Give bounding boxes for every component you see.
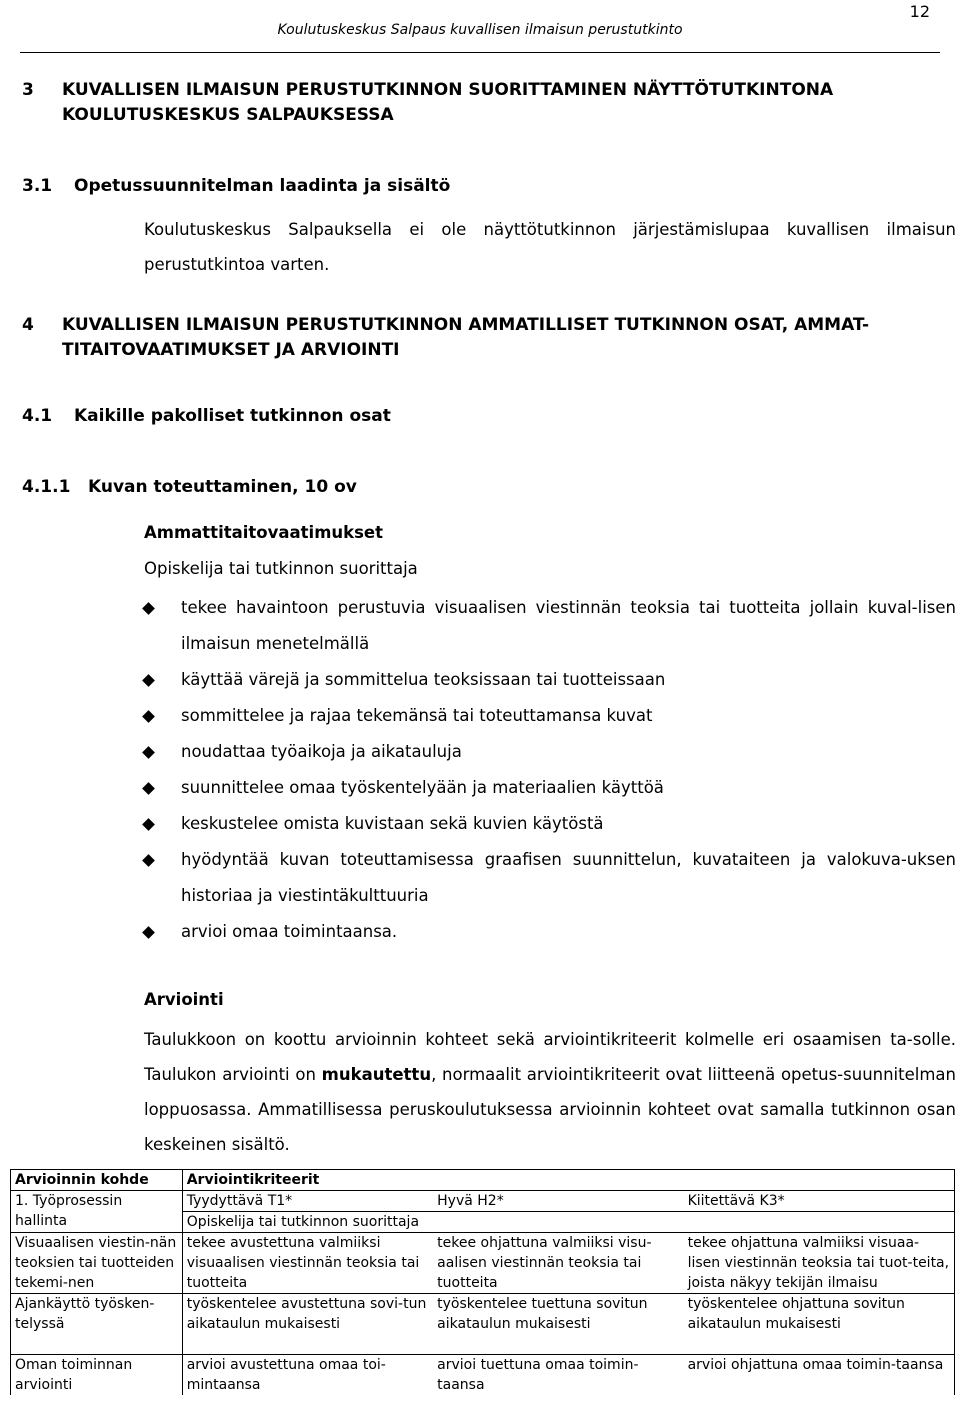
section-number: 4.1 [22, 406, 53, 426]
diamond-bullet-icon [142, 674, 155, 687]
list-item: hyödyntää kuvan toteuttamisessa graafisen suunnittelun, kuvataiteen ja valokuva-uksen historiaa ja viestintäkulttuuria [144, 842, 956, 914]
section-title: Kaikille pakolliset tutkinnon osat [74, 406, 391, 426]
target-cell: Oman toiminnan arviointi [11, 1355, 183, 1396]
diamond-bullet-icon [142, 926, 155, 939]
section-4-heading [22, 313, 937, 363]
table-row [11, 1233, 955, 1294]
t1-cell: tekee avustettuna valmiiksi visuaalisen viestinnän teoksia tai tuotteita [182, 1233, 433, 1294]
diamond-bullet-icon [142, 854, 155, 867]
header-divider [20, 52, 940, 53]
diamond-bullet-icon [142, 602, 155, 615]
list-item: suunnittelee omaa työskentelyään ja materiaalien käyttöä [144, 770, 956, 806]
section-4-1-1-heading [22, 477, 357, 497]
list-item: sommittelee ja rajaa tekemänsä tai toteuttamansa kuvat [144, 698, 956, 734]
t1-cell: arvioi avustettuna omaa toi-mintaansa [182, 1355, 433, 1396]
section-title: Opetussuunnitelman laadinta ja sisältö [74, 176, 451, 196]
diamond-bullet-icon [142, 746, 155, 759]
assessment-heading: Arviointi [144, 990, 224, 1009]
k3-cell: tekee ohjattuna valmiiksi visuaa-lisen viestinnän teoksia tai tuot-teita, joista näkyy tekijän ilmaisu [684, 1233, 955, 1294]
table-row [11, 1355, 955, 1396]
section-3-1-heading [22, 176, 450, 196]
section-number: 4.1.1 [22, 477, 71, 497]
section-3-heading [22, 78, 937, 128]
table-header-row [11, 1170, 955, 1191]
k3-cell: työskentelee ohjattuna sovitun aikataulun mukaisesti [684, 1294, 955, 1355]
list-item: arvioi omaa toimintaansa. [144, 914, 956, 950]
requirements-intro: Opiskelija tai tutkinnon suorittaja [144, 559, 418, 578]
requirements-heading: Ammattitaitovaatimukset [144, 523, 384, 542]
list-item: noudattaa työaikoja ja aikatauluja [144, 734, 956, 770]
column-header-target: Arvioinnin kohde [11, 1170, 183, 1191]
section-number: 4 [22, 315, 34, 335]
t1-cell: työskentelee avustettuna sovi-tun aikataulun mukaisesti [182, 1294, 433, 1355]
list-item: käyttää värejä ja sommittelua teoksissaan tai tuotteissaan [144, 662, 956, 698]
column-header-criteria: Arviointikriteerit [182, 1170, 954, 1191]
section-4-1-heading [22, 406, 391, 426]
section-title: KUVALLISEN ILMAISUN PERUSTUTKINNON SUORITTAMINEN NÄYTTÖTUTKINTONA KOULUTUSKESKUS SALPAUKSESSA [62, 80, 834, 125]
level-k3: Kiitettävä K3* [684, 1191, 955, 1212]
section-3-1-body: Koulutuskeskus Salpauksella ei ole näyttötutkinnon järjestämislupaa kuvallisen ilmaisun perustutkintoa varten. [144, 220, 956, 274]
level-t1: Tyydyttävä T1* [182, 1191, 433, 1212]
section-number: 3.1 [22, 176, 53, 196]
table-level-row [11, 1191, 955, 1212]
h2-cell: tekee ohjattuna valmiiksi visu-aalisen viestinnän teoksia tai tuotteita [433, 1233, 683, 1294]
diamond-bullet-icon [142, 710, 155, 723]
diamond-bullet-icon [142, 818, 155, 831]
list-item: tekee havaintoon perustuvia visuaalisen viestinnän teoksia tai tuotteita jollain kuval-lisen ilmaisun menetelmällä [144, 590, 956, 662]
section-title: KUVALLISEN ILMAISUN PERUSTUTKINNON AMMATILLISET TUTKINNON OSAT, AMMAT-TITAITOVAATIMUKSET JA ARVIOINTI [62, 315, 870, 360]
running-header: Koulutuskeskus Salpaus kuvallisen ilmaisun perustutkinto [277, 22, 683, 38]
diamond-bullet-icon [142, 782, 155, 795]
page-number: 12 [909, 2, 930, 21]
target-cell: Visuaalisen viestin-nän teoksien tai tuotteiden tekemi-nen [11, 1233, 183, 1294]
section-title: Kuvan toteuttaminen, 10 ov [88, 477, 357, 497]
table-intro: Opiskelija tai tutkinnon suorittaja [182, 1212, 433, 1233]
section-number: 3 [22, 80, 34, 100]
requirements-list [144, 590, 956, 950]
level-h2: Hyvä H2* [433, 1191, 683, 1212]
assessment-table [10, 1169, 955, 1395]
h2-cell: työskentelee tuettuna sovitun aikataulun mukaisesti [433, 1294, 683, 1355]
table-row [11, 1294, 955, 1355]
k3-cell: arvioi ohjattuna omaa toimin-taansa [684, 1355, 955, 1396]
assessment-body: Taulukkoon on koottu arvioinnin kohteet sekä arviointikriteerit kolmelle eri osaamisen ta-solle. Taulukon arviointi on mukautettu, normaalit arviointikriteerit ovat liitteenä opetus-suunnitelman loppuosassa. Ammatillisessa peruskoulutuksessa arvioinnin kohteet ovat samalla tutkinnon osan keskeinen sisältö. [144, 1030, 956, 1154]
list-item: keskustelee omista kuvistaan sekä kuvien käytöstä [144, 806, 956, 842]
target-cell: Ajankäyttö työsken-telyssä [11, 1294, 183, 1355]
section-label: 1. Työprosessin hallinta [11, 1191, 183, 1233]
h2-cell: arvioi tuettuna omaa toimin-taansa [433, 1355, 683, 1396]
